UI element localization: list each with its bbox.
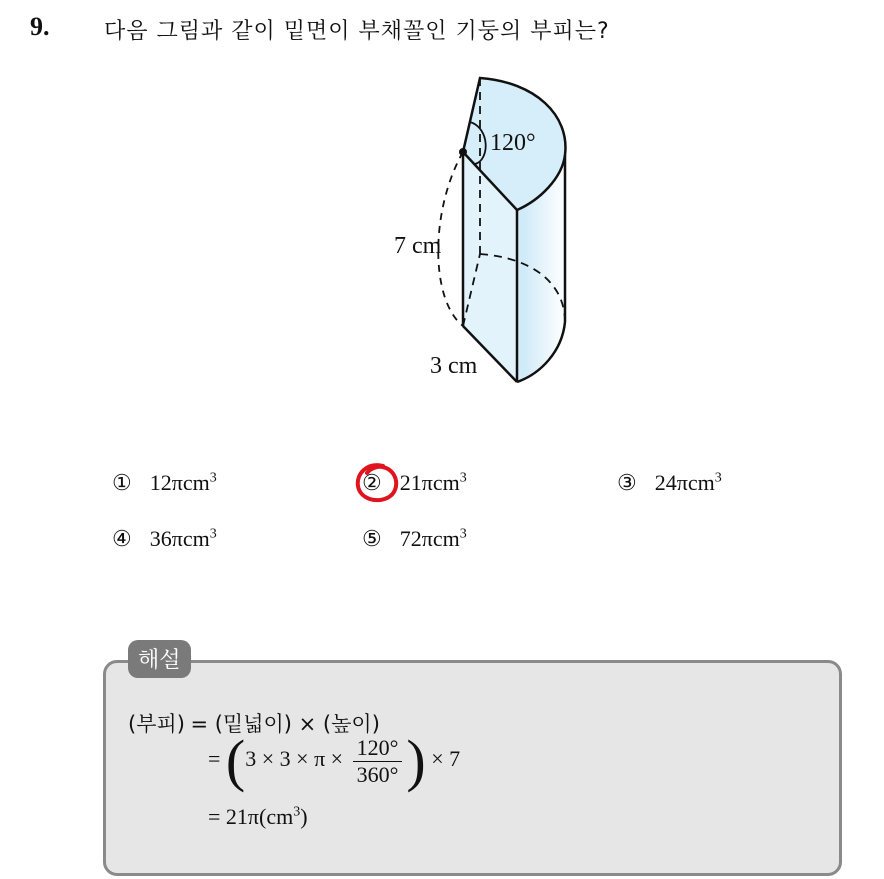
angle-label: 120° [490, 130, 536, 156]
fraction-denominator: 360° [356, 761, 399, 787]
question-text: 다음 그림과 같이 밑면이 부채꼴인 기둥의 부피는? [104, 19, 610, 44]
choice-1[interactable] [112, 470, 217, 496]
question-number: 9. [30, 12, 50, 41]
line2-product: 3 × 3 × π × [245, 746, 344, 772]
height-label: 7 cm [394, 233, 442, 259]
choice-1-value: 12πcm$^3$ [149, 470, 217, 495]
result-value: = 21π(cm [208, 804, 294, 829]
result-close-paren: ) [300, 804, 308, 829]
choice-5[interactable] [362, 526, 467, 552]
solution-line-2: = (3 × 3 × π × $\frac{120^\circ}{360^\circ}$ ) × 7 [208, 728, 461, 793]
answer-circle-mark [353, 460, 403, 506]
choice-3-mark: ③ [617, 470, 637, 495]
choice-4-value: 36πcm$^3$ [149, 526, 217, 551]
choice-2-value: 21πcm$^3$ [399, 470, 467, 495]
radius-label: 3 cm [430, 353, 478, 379]
choice-1-mark: ① [112, 470, 132, 495]
choice-4[interactable] [112, 526, 217, 552]
choice-5-value: 72πcm$^3$ [399, 526, 467, 551]
solution-tag: 해설 [128, 640, 191, 678]
line2-equals: = [208, 746, 221, 772]
result-exponent: 3 [293, 804, 301, 820]
angle-fraction [353, 735, 403, 788]
volume-label: (부피) [128, 712, 185, 736]
choice-3-value: 24πcm$^3$ [654, 470, 722, 495]
choice-3[interactable] [617, 470, 722, 496]
sector-prism-figure [330, 60, 590, 400]
volume-formula: = (밑넓이) × (높이) [190, 712, 380, 736]
fraction-numerator: 120° [353, 735, 403, 762]
line2-times-height: × 7 [431, 746, 461, 772]
solution-line-3 [208, 804, 308, 830]
choice-4-mark: ④ [112, 526, 132, 551]
choice-2-mark: ② [362, 470, 382, 495]
choice-5-mark: ⑤ [362, 526, 382, 551]
